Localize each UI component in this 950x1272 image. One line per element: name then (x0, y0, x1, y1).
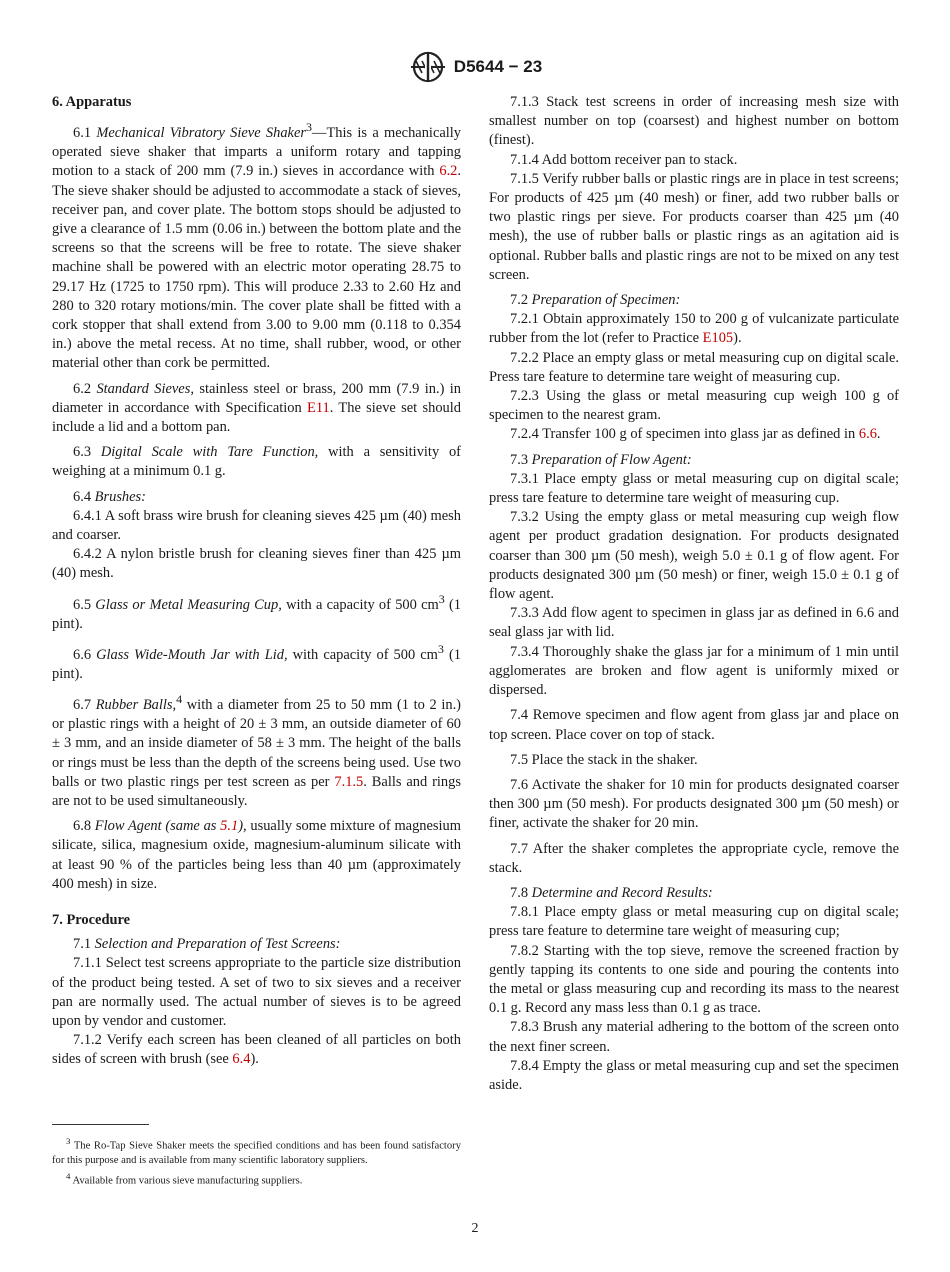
para-6-6: 6.6 Glass Wide-Mouth Jar with Lid, with capacity of 500 $cm^3$ (1 pint). (52, 641, 461, 682)
para-7-1-4: 7.1.4 Add bottom receiver pan to stack. (510, 151, 738, 168)
para-7-2-4: 7.2.4 Transfer 100 g of specimen into glass jar as defined in 6.6. (510, 426, 881, 443)
astm-logo-icon (408, 51, 448, 83)
para-6-1: 6.1 Mechanical Vibratory Sieve Shaker$^3$—This is a mechanically operated sieve shaker that imparts a uniform rotary and tapping motion to a stack of 200 mm (7.9 in.) sieves in accordance with 6.2. The sieve shaker should be adjusted to accommodate a stack of sieves, receiver pan, and cover plate. The bottom stops should be adjusted to give a clearance of 1.5 mm (0.06 in.) between the bottom plate and the screens so that the screens will be free to rotate. The sieve shaker machine shall be powered with an electric motor operating 28.75 to 29.17 Hz (1725 to 1750 rpm). This will produce 2.33 to 2.60 Hz and 280 to 320 rotary motions/min. The cover plate shall be fitted with a cork stopper that shall extend from 3.00 to 9.00 mm (0.118 to 0.354 in.) above the metal recess. At no time, shall rubber, wood, or other material other than cork be permitted. (52, 120, 462, 372)
para-7-5: 7.5 Place the stack in the shaker. (510, 751, 698, 768)
para-7-8-2: 7.8.2 Starting with the top sieve, remove the screened fraction by gently tapping its contents to one side and pouring the contents into the metal or glass measuring cup and recording its mass to the nearest 0.1 g. Record any mass less than 0.1 g as trace. (489, 942, 899, 1017)
para-6-4: 6.4 Brushes: (73, 488, 146, 505)
para-7-1-2: 7.1.2 Verify each screen has been cleaned of all particles on both sides of screen with brush (see 6.4). (52, 1032, 461, 1068)
para-6-3: 6.3 Digital Scale with Tare Function, with a sensitivity of weighing at a minimum 0.1 g. (52, 444, 461, 480)
para-7-1-1: 7.1.1 Select test screens appropriate to the particle size distribution of the product being tested. A set of two to six sieves and a receiver pan are normally used. The actual number of sieves is to be agreed upon by vendor and customer. (52, 955, 461, 1029)
para-7-4: 7.4 Remove specimen and flow agent from glass jar and place on top screen. Place cover on top of stack. (489, 707, 899, 743)
para-7-2-2: 7.2.2 Place an empty glass or metal measuring cup on digital scale. Press tare feature to determine tare weight of measuring cup. (489, 349, 899, 385)
ref-link-6-4[interactable]: 6.4 (232, 1051, 251, 1068)
ref-link-5-1[interactable]: 5.1 (220, 818, 239, 835)
ref-link-e105[interactable]: E105 (702, 330, 734, 347)
para-7-8: 7.8 Determine and Record Results: (510, 884, 713, 901)
left-column (52, 93, 461, 1070)
para-7-1-5: 7.1.5 Verify rubber balls or plastic rings are in place in test screens; For products of 425 µm (40 mesh) or finer, add two rubber balls or two plastic rings per sieve. For products coarser than 425 µm (40 mesh), the use of rubber balls or plastic rings as an agitation aid is optional. Rubber balls and plastic rings are not to be mixed on any test screen. (489, 170, 899, 283)
ref-link-6-2[interactable]: 6.2 (439, 163, 458, 180)
para-6-4-2: 6.4.2 A nylon bristle brush for cleaning sieves finer than 425 µm (40) mesh. (52, 546, 461, 582)
ref-link-7-1-5[interactable]: 7.1.5 (334, 773, 364, 790)
para-7-1: 7.1 Selection and Preparation of Test Screens: (73, 936, 341, 953)
document-number: D5644 − 23 (453, 57, 543, 76)
para-7-2-1: 7.2.1 Obtain approximately 150 to 200 g of vulcanizate particulate rubber from the lot (refer to Practice E105). (489, 311, 899, 347)
page-number: 2 (471, 1221, 479, 1236)
para-7-3-4: 7.3.4 Thoroughly shake the glass jar for a minimum of 1 min until agglomerates are broken and flow agent is uniformly mixed or dispersed. (489, 643, 899, 699)
para-7-1-3: 7.1.3 Stack test screens in order of increasing mesh size with smallest number on top (coarsest) and highest number on bottom (finest). (489, 94, 899, 149)
right-column (489, 93, 899, 1095)
para-7-3: 7.3 Preparation of Flow Agent: (510, 451, 692, 468)
ref-link-6-6[interactable]: 6.6 (858, 426, 877, 443)
para-7-3-2: 7.3.2 Using the empty glass or metal measuring cup weigh flow agent per product gradation designation. For products designated coarser than 300 µm (50 mesh), weigh 5.0 ± 0.1 g of flow agent. For products designated 300 µm (50 mesh) or finer, weigh 15.0 ± 0.1 g of flow agent. (489, 509, 899, 603)
section-6-heading: 6. Apparatus (52, 94, 132, 110)
section-7-heading: 7. Procedure (52, 911, 131, 928)
footnote-3: $^3$ The Ro-Tap Sieve Shaker meets the specified conditions and has been found satisfactory for this purpose and is available from many scientific laboratory suppliers. (52, 1136, 461, 1167)
para-7-3-3: 7.3.3 Add flow agent to specimen in glass jar as defined in 6.6 and seal glass jar with lid. (489, 605, 899, 641)
para-6-8: 6.8 Flow Agent (same as 5.1), usually some mixture of magnesium silicate, silica, magnesium oxide, magnesium-aluminum silicate with at least 90 % of the particles being less than 40 µm (approximately 400 mesh) in size. (52, 818, 462, 892)
para-6-4-1: 6.4.1 A soft brass wire brush for cleaning sieves 425 µm (40) mesh and coarser. (52, 507, 461, 544)
para-6-7: 6.7 Rubber Balls,$^4$ with a diameter from 25 to 50 mm (1 to 2 in.) or plastic rings with a height of 20 ± 3 mm, an outside diameter of 60 ± 3 mm, and an inside diameter of 58 ± 3 mm. The height of the balls or rings must be less than the depth of the screens being used. Use two balls or two plastic rings per test screen as per 7.1.5. Balls and rings are not to be used simultaneously. (52, 692, 461, 809)
para-6-5: 6.5 Glass or Metal Measuring Cup, with a capacity of 500 $cm^3$ (1 pint). (52, 591, 461, 632)
footnote-divider (52, 1124, 149, 1125)
para-7-2: 7.2 Preparation of Specimen: (510, 292, 681, 309)
para-7-8-1: 7.8.1 Place empty glass or metal measuring cup on digital scale; press tare feature to determine tare weight of measuring cup; (489, 904, 899, 940)
para-6-2: 6.2 Standard Sieves, stainless steel or brass, 200 mm (7.9 in.) in diameter in accordance with Specification E11. The sieve set should include a lid and a bottom pan. (52, 380, 462, 436)
para-7-6: 7.6 Activate the shaker for 10 min for products designated coarser then 300 µm (50 mesh). For products designated 300 µm (50 mesh) or finer, activate the shaker for 20 min. (489, 776, 899, 832)
para-7-3-1: 7.3.1 Place empty glass or metal measuring cup on digital scale; press tare feature to determine tare weight of measuring cup. (489, 470, 899, 507)
para-7-7: 7.7 After the shaker completes the appropriate cycle, remove the stack. (489, 840, 899, 876)
page-header (0, 50, 950, 84)
ref-link-e11[interactable]: E11 (307, 399, 330, 416)
para-7-2-3: 7.2.3 Using the glass or metal measuring cup weigh 100 g of specimen to the nearest gram. (489, 388, 899, 424)
para-7-8-3: 7.8.3 Brush any material adhering to the bottom of the screen onto the next finer screen. (489, 1019, 899, 1055)
para-7-8-4: 7.8.4 Empty the glass or metal measuring cup and set the specimen aside. (489, 1057, 899, 1093)
footnote-4: $^4$ Available from various sieve manufacturing suppliers. (66, 1170, 303, 1187)
footnotes (52, 1124, 461, 1189)
